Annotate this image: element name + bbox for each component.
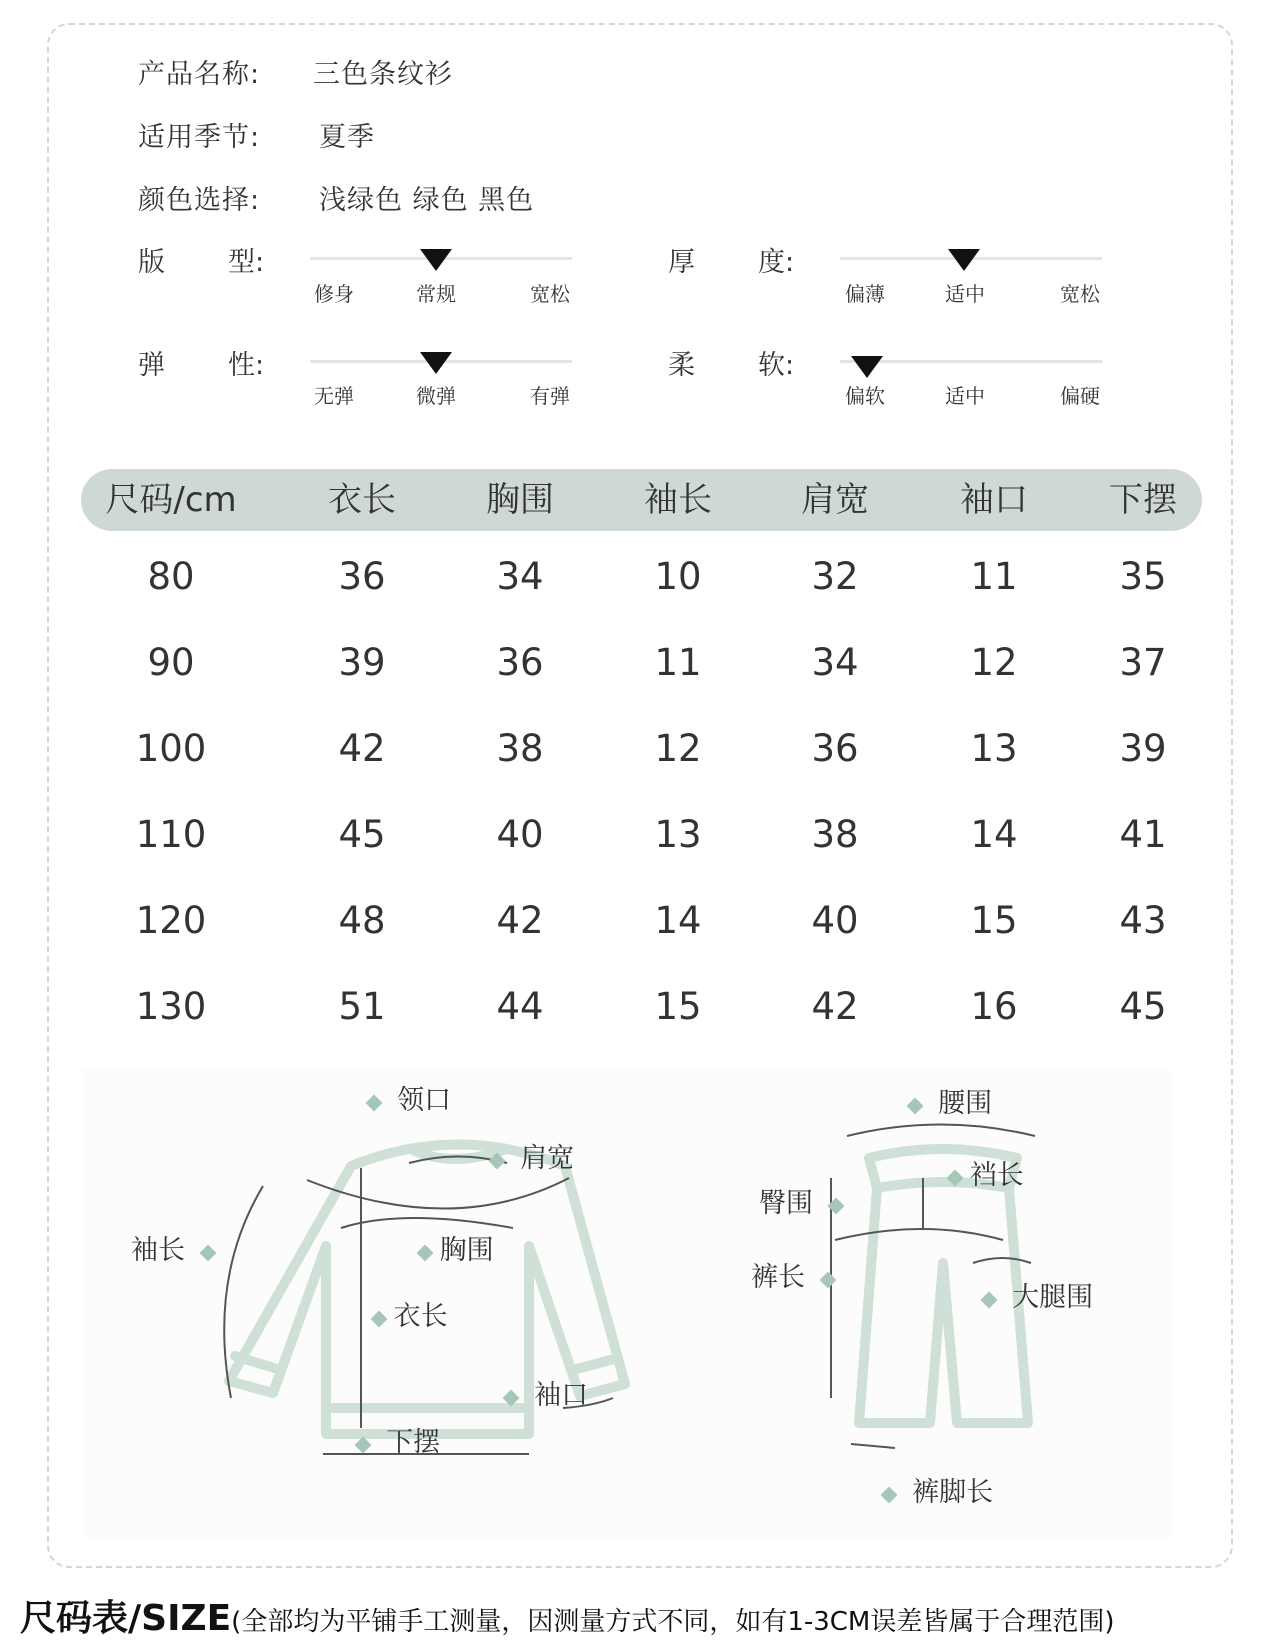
size-cell: 100 bbox=[135, 727, 207, 770]
measurement-cell: 39 bbox=[338, 641, 386, 684]
size-cell: 130 bbox=[135, 985, 207, 1028]
measurement-cell: 38 bbox=[811, 813, 859, 856]
fit-option: 宽松 bbox=[530, 282, 570, 306]
label-collar: 领口 bbox=[368, 1078, 451, 1117]
size-cell: 120 bbox=[135, 899, 207, 942]
measurement-diagram bbox=[83, 1068, 1171, 1538]
measurement-cell: 42 bbox=[496, 899, 544, 942]
label-rise: 裆长 bbox=[949, 1153, 1024, 1192]
measurement-cell: 40 bbox=[496, 813, 544, 856]
label-hip: 臀围 bbox=[759, 1181, 842, 1220]
measurement-cell: 35 bbox=[1119, 555, 1167, 598]
elasticity-option: 无弹 bbox=[314, 384, 354, 408]
size-cell: 80 bbox=[147, 555, 195, 598]
product-name-row bbox=[138, 52, 453, 91]
measurement-cell: 36 bbox=[496, 641, 544, 684]
label-pants-length: 裤长 bbox=[751, 1255, 834, 1294]
measurement-cell: 12 bbox=[970, 641, 1018, 684]
softness-option: 适中 bbox=[945, 384, 985, 408]
column-header: 衣长 bbox=[328, 480, 396, 520]
label-shoulder: 肩宽 bbox=[491, 1136, 574, 1175]
fit-option: 修身 bbox=[314, 282, 354, 306]
column-header: 下摆 bbox=[1109, 480, 1177, 520]
measurement-cell: 36 bbox=[338, 555, 386, 598]
thickness-option: 适中 bbox=[945, 282, 985, 306]
season-row bbox=[138, 115, 375, 154]
thickness-selected-marker bbox=[948, 249, 980, 271]
measurement-cell: 45 bbox=[338, 813, 386, 856]
label-waist: 腰围 bbox=[909, 1081, 992, 1120]
measurement-cell: 36 bbox=[811, 727, 859, 770]
measurement-cell: 38 bbox=[496, 727, 544, 770]
elasticity-selected-marker bbox=[420, 352, 452, 374]
measurement-cell: 13 bbox=[654, 813, 702, 856]
column-header: 袖长 bbox=[644, 480, 712, 520]
measurement-cell: 45 bbox=[1119, 985, 1167, 1028]
measurement-cell: 12 bbox=[654, 727, 702, 770]
measurement-cell: 42 bbox=[338, 727, 386, 770]
color-row bbox=[138, 178, 534, 217]
caption-note: (全部均为平铺手工测量，因测量方式不同，如有1-3CM误差皆属于合理范围) bbox=[231, 1607, 1115, 1637]
measurement-cell: 10 bbox=[654, 555, 702, 598]
size-table-header bbox=[81, 469, 1202, 531]
softness-label: 柔 软: bbox=[668, 350, 795, 381]
product-name-value: 三色条纹衫 bbox=[313, 59, 453, 90]
measurement-cell: 15 bbox=[970, 899, 1018, 942]
measurement-cell: 39 bbox=[1119, 727, 1167, 770]
season-label: 适用季节: bbox=[138, 122, 261, 153]
fit-selected-marker bbox=[420, 249, 452, 271]
measurement-cell: 42 bbox=[811, 985, 859, 1028]
fit-option: 常规 bbox=[416, 282, 456, 306]
label-length: 衣长 bbox=[373, 1294, 448, 1333]
elasticity-label: 弹 性: bbox=[138, 350, 265, 381]
size-cell: 110 bbox=[135, 813, 207, 856]
measurement-cell: 43 bbox=[1119, 899, 1167, 942]
measurement-cell: 14 bbox=[970, 813, 1018, 856]
size-chart-caption bbox=[20, 1590, 1115, 1641]
season-value: 夏季 bbox=[319, 122, 375, 153]
measurement-cell: 48 bbox=[338, 899, 386, 942]
measurement-cell: 15 bbox=[654, 985, 702, 1028]
thickness-label: 厚 度: bbox=[668, 247, 795, 278]
column-header: 袖口 bbox=[960, 480, 1028, 520]
measurement-cell: 32 bbox=[811, 555, 859, 598]
size-cell: 90 bbox=[147, 641, 195, 684]
label-sleeve: 袖长 bbox=[131, 1228, 214, 1267]
softness-option: 偏硬 bbox=[1060, 384, 1100, 408]
measurement-cell: 16 bbox=[970, 985, 1018, 1028]
measurement-cell: 34 bbox=[496, 555, 544, 598]
column-header: 尺码/cm bbox=[105, 480, 237, 520]
measurement-cell: 34 bbox=[811, 641, 859, 684]
label-chest: 胸围 bbox=[419, 1228, 494, 1267]
measurement-cell: 41 bbox=[1119, 813, 1167, 856]
color-value: 浅绿色 绿色 黑色 bbox=[319, 185, 535, 216]
measurement-cell: 14 bbox=[654, 899, 702, 942]
elasticity-option: 微弹 bbox=[416, 384, 456, 408]
softness-option: 偏软 bbox=[845, 384, 885, 408]
softness-selected-marker bbox=[851, 356, 883, 378]
measurement-cell: 40 bbox=[811, 899, 859, 942]
fit-label: 版 型: bbox=[138, 247, 265, 278]
product-name-label: 产品名称: bbox=[138, 59, 261, 90]
measurement-cell: 51 bbox=[338, 985, 386, 1028]
column-header: 肩宽 bbox=[801, 480, 869, 520]
label-leg-opening: 裤脚长 bbox=[883, 1470, 993, 1509]
color-label: 颜色选择: bbox=[138, 185, 261, 216]
thickness-option: 宽松 bbox=[1060, 282, 1100, 306]
elasticity-option: 有弹 bbox=[530, 384, 570, 408]
measurement-cell: 13 bbox=[970, 727, 1018, 770]
thickness-option: 偏薄 bbox=[845, 282, 885, 306]
caption-title: 尺码表/SIZE bbox=[20, 1598, 232, 1639]
column-header: 胸围 bbox=[486, 480, 554, 520]
label-thigh: 大腿围 bbox=[983, 1275, 1093, 1314]
label-cuff: 袖口 bbox=[505, 1373, 588, 1412]
measurement-cell: 11 bbox=[654, 641, 702, 684]
measurement-cell: 44 bbox=[496, 985, 544, 1028]
measurement-cell: 11 bbox=[970, 555, 1018, 598]
label-hem: 下摆 bbox=[357, 1420, 440, 1459]
measurement-cell: 37 bbox=[1119, 641, 1167, 684]
